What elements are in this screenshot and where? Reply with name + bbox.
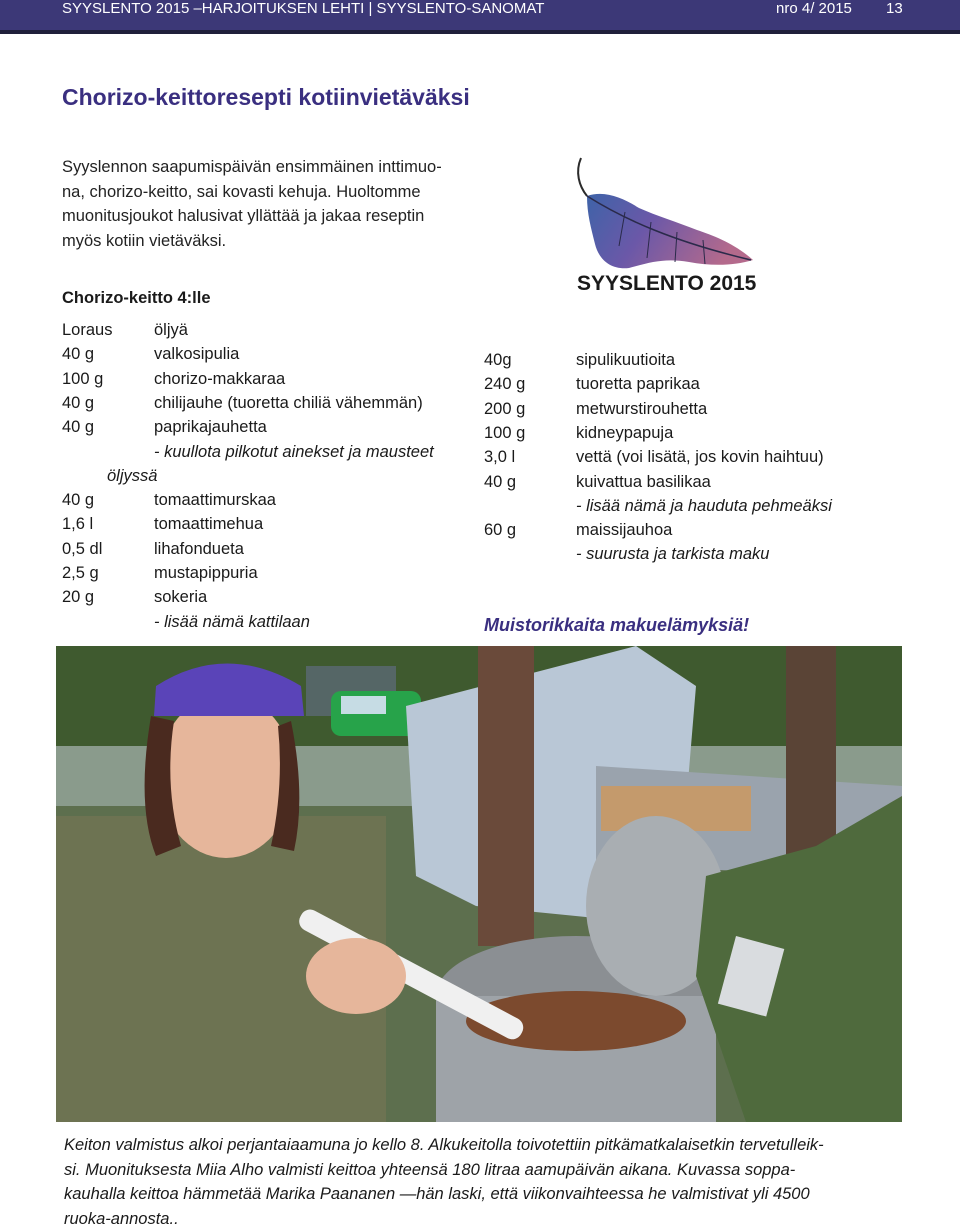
ingredient-row: [62, 321, 482, 345]
ingredient-row: [484, 375, 954, 399]
closing-slogan: Muistorikkaita makuelämyksiä!: [484, 615, 749, 636]
intro-line: Syyslennon saapumispäivän ensimmäinen inttimuo-: [62, 155, 482, 180]
ingredient-row: [62, 491, 482, 515]
ingredient-name: kidneypapuja: [576, 424, 673, 443]
ingredient-name: mustapippuria: [154, 564, 258, 583]
caption-line: ruoka-annosta..: [64, 1207, 904, 1231]
ingredient-quantity: 40g: [484, 351, 512, 370]
instruction-text: - kuullota pilkotut ainekset ja mausteet: [154, 443, 434, 462]
ingredient-quantity: 40 g: [62, 418, 94, 437]
header-rule: [0, 30, 960, 34]
caption-line: Keiton valmistus alkoi perjantaiaamuna jo kello 8. Alkukeitolla toivotettiin pitkämatkalaisetkin tervetulleik-: [64, 1133, 904, 1158]
ingredient-quantity: 2,5 g: [62, 564, 99, 583]
ingredient-name: tomaattimurskaa: [154, 491, 276, 510]
syyslento-logo: [565, 150, 765, 300]
ingredient-name: tuoretta paprikaa: [576, 375, 700, 394]
intro-line: na, chorizo-keitto, sai kovasti kehuja. Huoltomme: [62, 180, 482, 205]
ingredient-row: [484, 400, 954, 424]
ingredient-list-right: [484, 351, 954, 581]
instruction-text: - lisää nämä ja hauduta pehmeäksi: [576, 497, 832, 516]
ingredient-quantity: 40 g: [62, 491, 94, 510]
intro-line: muonitusjoukot halusivat yllättää ja jakaa reseptin: [62, 204, 482, 229]
ingredient-quantity: 40 g: [62, 345, 94, 364]
ingredient-name: vettä (voi lisätä, jos kovin haihtuu): [576, 448, 824, 467]
ingredient-name: chorizo-makkaraa: [154, 370, 285, 389]
page-number: 13: [886, 0, 903, 17]
recipe-instruction: [484, 545, 954, 569]
ingredient-quantity: 40 g: [484, 473, 516, 492]
ingredient-quantity: 200 g: [484, 400, 525, 419]
ingredient-name: chilijauhe (tuoretta chiliä vähemmän): [154, 394, 423, 413]
intro-paragraph: [62, 155, 482, 253]
ingredient-row: [484, 473, 954, 497]
ingredient-quantity: 1,6 l: [62, 515, 93, 534]
ingredient-name: kuivattua basilikaa: [576, 473, 711, 492]
ingredient-row: [484, 424, 954, 448]
publication-name: SYYSLENTO 2015 –HARJOITUKSEN LEHTI | SYYSLENTO-SANOMAT: [62, 0, 544, 17]
ingredient-quantity: 0,5 dl: [62, 540, 102, 559]
instruction-text: - lisää nämä kattilaan: [154, 613, 310, 632]
autumn-leaf-icon: [565, 150, 765, 300]
ingredient-name: sokeria: [154, 588, 207, 607]
article-title: Chorizo-keittoresepti kotiinvietäväksi: [62, 84, 470, 111]
ingredient-row: [62, 588, 482, 612]
ingredient-row: [62, 540, 482, 564]
cooking-photo: [56, 646, 902, 1122]
ingredient-quantity: 100 g: [484, 424, 525, 443]
recipe-instruction: [62, 613, 482, 637]
ingredient-name: öljyä: [154, 321, 188, 340]
caption-line: kauhalla keittoa hämmetää Marika Paananen —hän laski, että viikonvaihteessa he valmistivat yli 4500: [64, 1182, 904, 1207]
ingredient-row: [484, 351, 954, 375]
instruction-text: öljyssä: [107, 467, 157, 486]
ingredient-row: [62, 418, 482, 442]
ingredient-name: valkosipulia: [154, 345, 239, 364]
photo-illustration: [56, 646, 902, 1122]
ingredient-name: sipulikuutioita: [576, 351, 675, 370]
ingredient-row: [62, 370, 482, 394]
ingredient-name: maissijauhoa: [576, 521, 672, 540]
recipe-instruction: [484, 497, 954, 521]
recipe-instruction: [62, 443, 482, 467]
ingredient-name: metwurstirouhetta: [576, 400, 707, 419]
ingredient-quantity: Loraus: [62, 321, 112, 340]
ingredient-name: lihafondueta: [154, 540, 244, 559]
ingredient-quantity: 20 g: [62, 588, 94, 607]
intro-line: myös kotiin vietäväksi.: [62, 229, 482, 254]
photo-caption: [64, 1133, 904, 1231]
ingredient-list-left: [62, 321, 482, 641]
ingredient-row: [484, 448, 954, 472]
instruction-text: - suurusta ja tarkista maku: [576, 545, 770, 564]
page-header: [0, 0, 960, 30]
ingredient-quantity: 60 g: [484, 521, 516, 540]
ingredient-row: [62, 515, 482, 539]
ingredient-row: [484, 521, 954, 545]
ingredient-quantity: 240 g: [484, 375, 525, 394]
ingredient-quantity: 100 g: [62, 370, 103, 389]
ingredient-quantity: 3,0 l: [484, 448, 515, 467]
ingredient-name: tomaattimehua: [154, 515, 263, 534]
ingredient-row: [62, 394, 482, 418]
caption-line: si. Muonituksesta Miia Alho valmisti keittoa yhteensä 180 litraa aamupäivän aikana. Kuvassa soppa-: [64, 1158, 904, 1183]
recipe-instruction: [62, 467, 482, 491]
logo-text: SYYSLENTO 2015: [577, 272, 757, 295]
ingredient-row: [62, 345, 482, 369]
issue-number: nro 4/ 2015: [776, 0, 852, 17]
ingredient-row: [62, 564, 482, 588]
ingredient-quantity: 40 g: [62, 394, 94, 413]
recipe-heading: Chorizo-keitto 4:lle: [62, 289, 211, 308]
ingredient-name: paprikajauhetta: [154, 418, 267, 437]
